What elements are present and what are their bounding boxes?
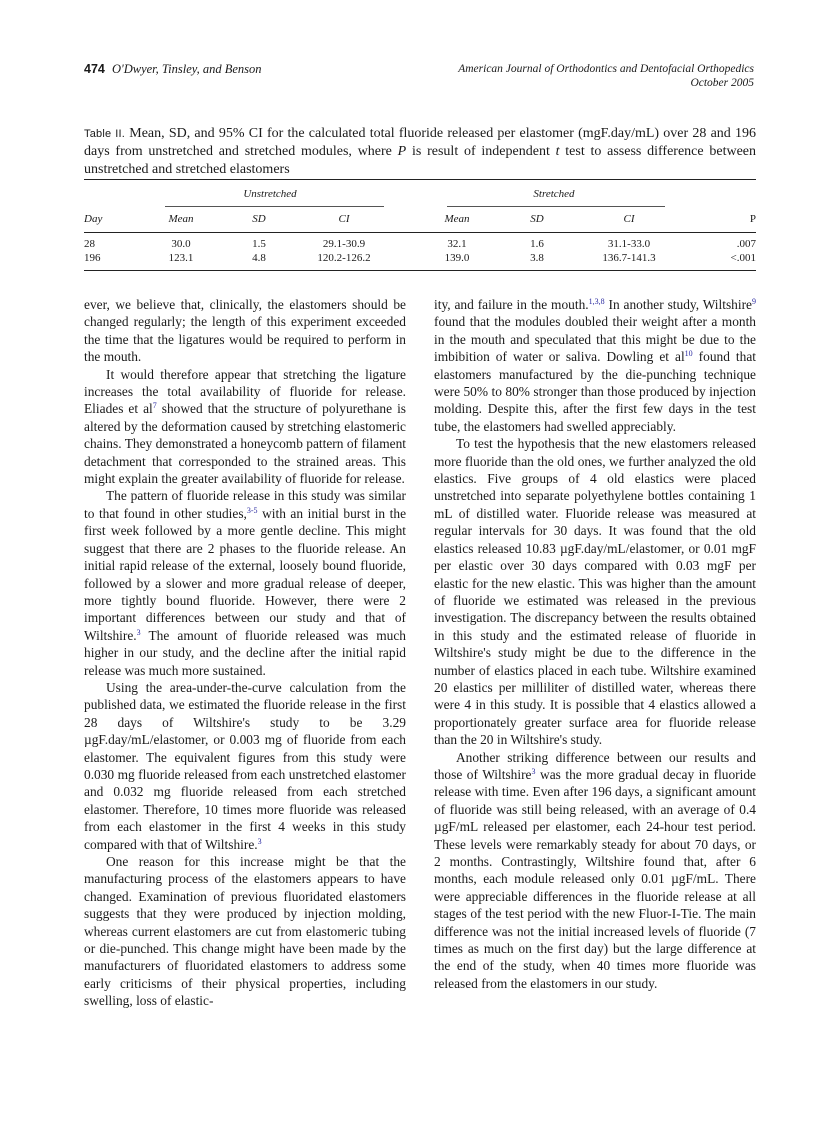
paragraph: ity, and failure in the mouth.$^{1,3,8}$ In another study, Wiltshire$^9$ found that the modules doubled their weight after a month in the mouth and speculated that this might be due to the imbibition of water or saliva. Dowling et $al^{10}$ found that elastomers manufactured by the die-punching technique were 50% to 80% stronger than those produced by injection molding. Despite this, after the first few days in the test tube, the elastomers had swelled appreciably. — [434, 297, 757, 434]
issue-date: October 2005 — [690, 77, 754, 89]
journal-name: American Journal of Orthodontics and Dentofacial Orthopedics — [458, 63, 754, 75]
table-header-rule — [84, 232, 756, 233]
col-header-mean: Mean — [168, 213, 194, 225]
table-caption: Table II. Mean, SD, and 95% CI for the calculated total fluoride released per elastomer (mgF.day/mL) over 28 and 196 days from unstretched and stretched modules, where P is result of independent t test to assess difference between unstretched and stretched elastomers — [84, 126, 757, 177]
journal-page: 474 O'Dwyer, Tinsley, and Benson American Journal of Orthodontics and Dentofacial Orthopedics October 2005 Table II. Mean, SD, and 95% CI for the calculated total fluoride released per elastomer (mgF.day/mL) over 28 and 196 days from unstretched and stretched modules, where P is result of independent t test to assess difference between unstretched and stretched elastomers Unstretched Stretched Day Mean SD CI Mean SD CI P 28 30.0 1.5 29.1-30.9 32.1 1.6 31.1-33.0 .007 196 123.1 4.8 120.2-126.2 139.0 3.8 136.7-141.3 <.001 ever, we believe that, clinically, the elastomers should be changed regularly; the length of this experiment exceeded the time that the ligatures would be required to perform in the mouth. It would therefore appear that stretching the ligature increases the total availability of fluoride for release. Eliades et $al^7$ showed that the structure of polyurethane is altered by the deformation caused by stretching elastomeric chains. They demonstrated a honeycomb pattern of filament detachment that corresponded to the strained areas. This might explain the greater availability of fluoride for release. The pattern of fluoride release in this study was similar to that found in other studies,$^{3-5}$ with an initial burst in the first week followed by a more gentle decline. This might suggest that there are 2 phases to the fluoride release. An initial rapid release of the external, loosely bound fluoride, followed by a slower and more gradual release of deeper, more tightly bound fluoride. However, there were 2 important differences between our study and that of Wiltshire.$^3$ The amount of fluoride released was much higher in our study, and the decline after the initial rapid release was much more sustained. Using the area-under-the-curve calculation from the published data, we estimated the fluoride release in the first 28 days of Wiltshire's study to be 3.29 µgF.day/mL/elastomer, or 0.003 mg of fluoride from each elastomer. The equivalent figures from this study were 0.030 mg fluoride released from each unstretched elastomer and 0.032 mg fluoride released from each stretched elastomer. Therefore, 10 times more fluoride was released from each elastomer in the first 4 weeks in this study compared with that of Wiltshire.$^3$ One reason for this increase might be that the manufacturing process of the elastomers appears to have changed. Examination of previous fluoridated elastomers suggests that they were produced by injection molding, whereas current elastomers are cut from elastomeric tubing or die-punched. This change might have been made by the manufacturers of fluoridated elastomers to address some early criticisms of their physical properties, including swelling, loss of elastic- ity, and failure in the mouth.$^{1,3,8}$ In another study, Wiltshire$^9$ found that the modules doubled their weight after a month in the mouth and speculated that this might be due to the imbibition of water or saliva. Dowling et $al^{10}$ found that elastomers manufactured by the die-punching technique were 50% to 80% stronger than those produced by injection molding. Despite this, after the first few days in the test tube, the elastomers had swelled appreciably. To test the hypothesis that the new elastomers released more fluoride than the old ones, we further analyzed the old elastics. Five groups of 4 old elastics were placed unstretched into separate polyethylene bottles containing 1 mL of distilled water. Fluoride release was measured at regular intervals for 30 days. It was found that the old elastics released 10.83 µgF.day/mL/elastomer, or 0.01 mgF per elastic over 30 days compared with 0.03 mgF per elastic for the new elastic. This was higher than the amount of fluoride we estimated was released in the previous investigation. The discrepancy between the results obtained in this study and the estimated release of fluoride in Wiltshire's study might be due to the difference in the number of elastics placed in each tube. Wiltshire examined 20 elastics per milliliter of distilled water, whereas there were 4 in this study. It is possible that 4 elastics allowed a proportionately greater surface area for fluoride release than the 20 in Wiltshire's study. Another striking difference between our results and those of Wiltshire$^3$ was the more gradual decay in fluoride release with time. Even after 196 days, a significant amount of fluoride was still being released, with an average of 0.4 µgF/mL released per elastomer, each 24-hour test period. These levels were remarkably steady for about 70 days, or 2 months. Contrastingly, Wiltshire found that, after 6 months, each module released only 0.01 µgF/mL. There were appreciable differences in the fluoride release at all stages of the test period with the new Fluor-I-Tie. The main difference was not the initial increased levels of fluoride (7 times as much on the first day) but the large difference at the end of the study, when 40 times more fluoride was released from the elastomers in our study. — [84, 62, 757, 1009]
citation-link[interactable]: 3 — [136, 627, 141, 637]
page-number: 474 — [84, 62, 105, 76]
col-header-p: P — [749, 213, 756, 225]
paragraph: ever, we believe that, clinically, the elastomers should be changed regularly; the length of this experiment exceeded the time that the ligatures would be required to perform in the mouth. — [84, 297, 406, 365]
body-column-left — [84, 296, 406, 1010]
group-header-unstretched: Unstretched — [243, 188, 297, 200]
paragraph: It would therefore appear that stretching the ligature increases the total availability of fluoride for release. Eliades et $al^7$ showed that the structure of polyurethane is altered by the deformation caused by stretching elastomeric chains. They demonstrated a honeycomb pattern of filament detachment that corresponded to the strained areas. This might explain the greater availability of fluoride for release. — [84, 366, 407, 487]
paragraph: One reason for this increase might be that the manufacturing process of the elastomers appears to have changed. Examination of previous fluoridated elastomers suggests that they were produced by injection molding, whereas current elastomers are cut from elastomeric tubing or die-punched. This change might have been made by the manufacturers of fluoridated elastomers to address some early criticisms of their physical properties, including swelling, loss of elastic- — [84, 854, 406, 1009]
paragraph: The pattern of fluoride release in this study was similar to that found in other studies,$^{3-5}$ with an initial burst in the first week followed by a more gentle decline. This might suggest that there are 2 phases to the fluoride release. An initial rapid release of the external, loosely bound fluoride, followed by a slower and more gradual release of deeper, more tightly bound fluoride. However, there were 2 important differences between our study and that of Wiltshire.$^3$ The amount of fluoride released was much higher in our study, and the decline after the initial rapid release was much more sustained. — [84, 488, 407, 678]
col-header-day: Day — [84, 213, 103, 225]
col-header-ci: CI — [338, 213, 350, 225]
col-header-sd: SD — [252, 213, 266, 225]
group-header-stretched: Stretched — [533, 188, 575, 200]
citation-link[interactable]: 3 — [531, 766, 536, 776]
group-rule-stretched — [447, 206, 665, 207]
citation-link[interactable]: 3-5 — [246, 505, 258, 515]
running-header — [84, 62, 754, 92]
paragraph: Using the area-under-the-curve calculation from the published data, we estimated the fluoride release in the first 28 days of Wiltshire's study to be 3.29 µgF.day/mL/elastomer, or 0.003 mg of fluoride from each elastomer. The equivalent figures from this study were 0.030 mg fluoride released from each unstretched elastomer and 0.032 mg fluoride released from each stretched elastomer. Therefore, 10 times more fluoride was released from each elastomer in the first 4 weeks in this study compared with that of Wiltshire.$^3$ — [84, 679, 406, 852]
col-header-mean: Mean — [444, 213, 470, 225]
table-top-rule — [84, 179, 756, 180]
citation-link[interactable]: 10 — [684, 349, 693, 359]
paragraph: To test the hypothesis that the new elastomers released more fluoride than the old ones, we further analyzed the old elastics. Five groups of 4 old elastics were placed unstretched into separate polyethylene bottles containing 1 mL of distilled water. Fluoride release was measured at regular intervals for 30 days. It was found that the old elastics released 10.83 µgF.day/mL/elastomer, or 0.01 mgF per elastic over 30 days compared with 0.03 mgF per elastic for the new elastic. This was higher than the amount of fluoride we estimated was released in the previous investigation. The discrepancy between the results obtained in this study and the estimated release of fluoride in Wiltshire's study might be due to the difference in the number of elastics placed in each tube. Wiltshire examined 20 elastics per milliliter of distilled water, whereas there were 4 in this study. It is possible that 4 elastics allowed a proportionately greater surface area for fluoride release than the 20 in Wiltshire's study. — [434, 436, 756, 748]
citation-link[interactable]: 1,3,8 — [588, 297, 605, 306]
citation-link[interactable]: 7 — [152, 401, 157, 411]
journal-title — [458, 62, 754, 90]
citation-link[interactable]: 9 — [752, 297, 756, 306]
body-column-right — [434, 296, 756, 992]
table-bottom-rule — [84, 270, 756, 271]
col-header-sd: SD — [530, 213, 544, 225]
citation-link[interactable]: 3 — [257, 836, 262, 846]
running-authors: O'Dwyer, Tinsley, and Benson — [112, 62, 262, 76]
col-header-ci: CI — [623, 213, 635, 225]
paragraph: Another striking difference between our results and those of Wiltshire$^3$ was the more gradual decay in fluoride release with time. Even after 196 days, a significant amount of fluoride was still being released, with an average of 0.4 µgF/mL released per elastomer, each 24-hour test period. These levels were remarkably steady for about 70 days, or 2 months. Contrastingly, Wiltshire found that, after 6 months, each module released only 0.01 µgF/mL. There were appreciable differences in the fluoride release at all stages of the test period with the new Fluor-I-Tie. The main difference was not the initial increased levels of fluoride (7 times as much on the first day) but the large difference at the end of the study, when 40 times more fluoride was released from the elastomers in our study. — [434, 749, 757, 991]
table-label: Table II. — [84, 128, 126, 140]
group-rule-unstretched — [165, 206, 384, 207]
